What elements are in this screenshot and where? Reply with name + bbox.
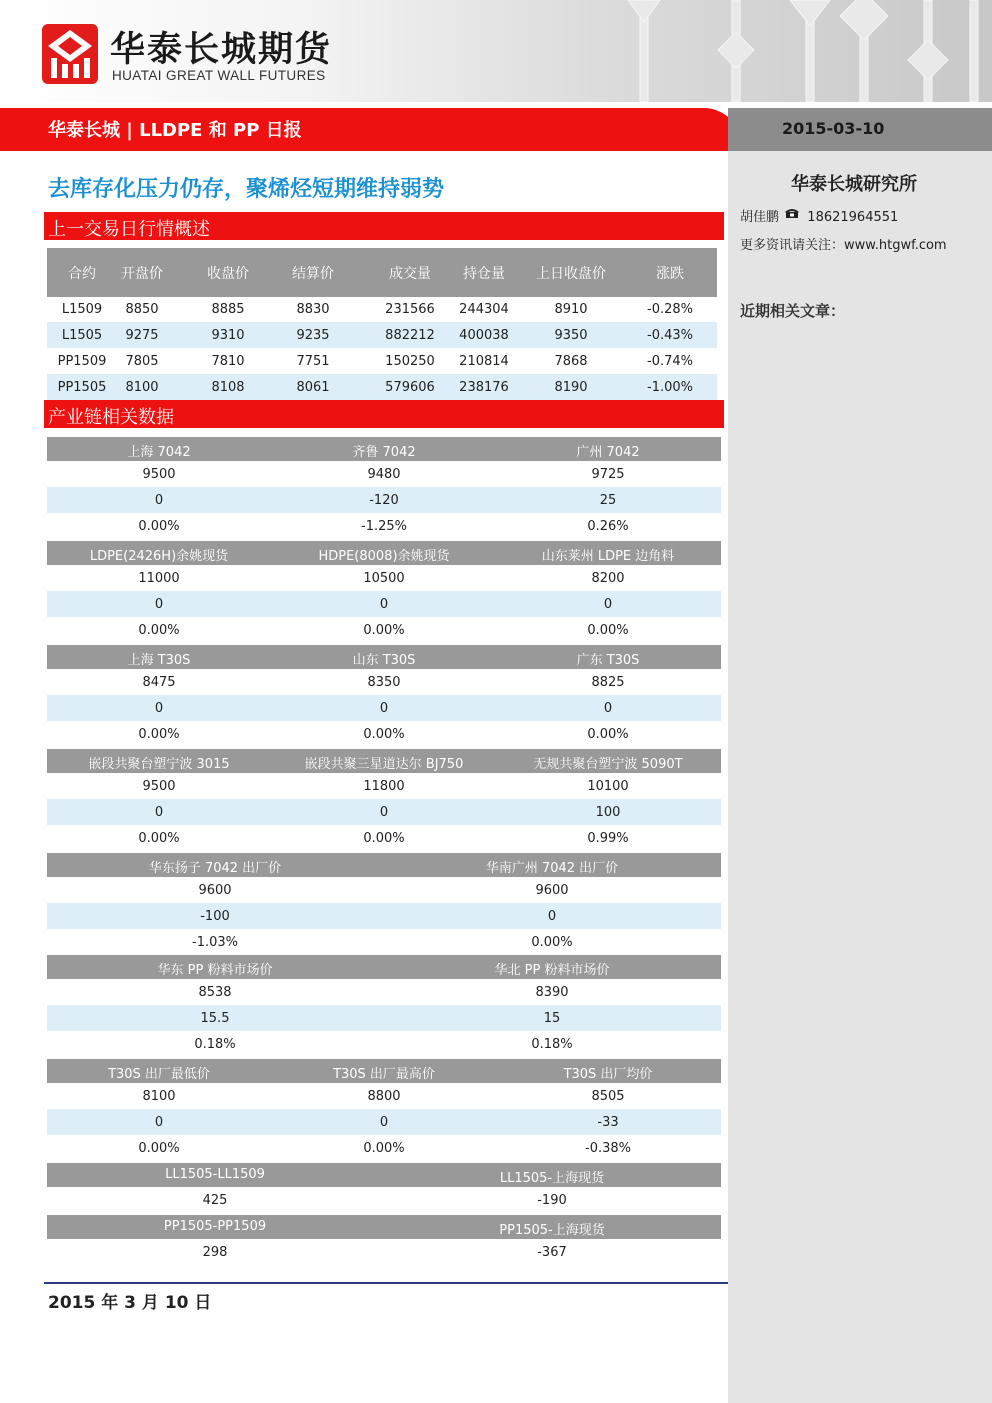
chain-header-cell: LL1505-上海现货 bbox=[499, 1171, 605, 1186]
chain-header-cell: PP1505-PP1509 bbox=[163, 1219, 267, 1234]
chain-value-cell: 8825 bbox=[591, 675, 625, 690]
chain-value-cell: 0.00% bbox=[363, 727, 405, 742]
overview-column-header: 持仓量 bbox=[463, 266, 505, 282]
chain-value-cell: 25 bbox=[599, 493, 617, 508]
overview-cell: 7751 bbox=[296, 354, 330, 369]
chain-header-cell: 华南广州 7042 出厂价 bbox=[485, 861, 619, 876]
overview-column-header: 合约 bbox=[68, 266, 96, 282]
overview-cell: 9275 bbox=[125, 328, 159, 343]
chain-value-cell: 0.00% bbox=[363, 831, 405, 846]
company-logo-icon bbox=[42, 24, 98, 84]
chain-value-cell: 0 bbox=[379, 1115, 389, 1130]
chain-value-cell: -190 bbox=[537, 1193, 567, 1208]
chain-header-cell: 齐鲁 7042 bbox=[352, 445, 416, 460]
chain-value-cell: 298 bbox=[202, 1245, 228, 1260]
overview-cell: -1.00% bbox=[647, 380, 693, 395]
chain-value-cell: 0 bbox=[154, 597, 164, 612]
overview-cell: 8100 bbox=[125, 380, 159, 395]
chain-value-cell: 0 bbox=[603, 701, 613, 716]
chain-header-cell: LDPE(2426H)余姚现货 bbox=[89, 549, 229, 564]
chain-value-cell: 11800 bbox=[363, 779, 405, 794]
chain-value-cell: -120 bbox=[369, 493, 399, 508]
overview-cell: 882212 bbox=[385, 328, 435, 343]
sidebar bbox=[728, 151, 992, 1403]
chain-value-cell: 0.99% bbox=[587, 831, 629, 846]
overview-cell: 238176 bbox=[459, 380, 509, 395]
overview-cell: 9310 bbox=[211, 328, 245, 343]
chain-value-cell: -1.25% bbox=[361, 519, 407, 534]
overview-column-header: 结算价 bbox=[292, 266, 334, 282]
chain-value-cell: 9725 bbox=[591, 467, 625, 482]
section-chain-title: 产业链相关数据 bbox=[48, 407, 174, 428]
chain-value-cell: 0 bbox=[603, 597, 613, 612]
chain-header-cell: 广东 T30S bbox=[576, 653, 640, 668]
chain-value-cell: 0 bbox=[379, 805, 389, 820]
section-overview-header bbox=[44, 212, 724, 240]
overview-cell: 244304 bbox=[459, 302, 509, 317]
chain-header-cell: HDPE(8008)余姚现货 bbox=[318, 549, 450, 564]
overview-cell: 7868 bbox=[554, 354, 588, 369]
chain-header-cell: T30S 出厂均价 bbox=[563, 1067, 653, 1082]
overview-column-header: 成交量 bbox=[389, 266, 431, 282]
chain-value-cell: 0 bbox=[154, 805, 164, 820]
overview-cell: 8850 bbox=[125, 302, 159, 317]
chain-value-cell: -1.03% bbox=[192, 935, 238, 950]
chain-header-cell: 嵌段共聚三星道达尔 BJ750 bbox=[304, 757, 464, 772]
overview-cell: 8061 bbox=[296, 380, 330, 395]
overview-cell: PP1505 bbox=[57, 380, 107, 395]
chain-value-cell: 9500 bbox=[142, 467, 176, 482]
chain-value-cell: -367 bbox=[537, 1245, 567, 1260]
brand-name-en: HUATAI GREAT WALL FUTURES bbox=[112, 68, 326, 83]
chain-value-cell: 0 bbox=[154, 701, 164, 716]
chain-header-cell: 华东扬子 7042 出厂价 bbox=[148, 861, 282, 876]
chain-value-cell: 0.00% bbox=[138, 727, 180, 742]
chain-value-cell: 0.18% bbox=[194, 1037, 236, 1052]
overview-cell: -0.74% bbox=[647, 354, 693, 369]
page-header bbox=[0, 0, 992, 102]
chain-value-cell: 8350 bbox=[367, 675, 401, 690]
chain-header-cell: 嵌段共聚台塑宁波 3015 bbox=[88, 757, 230, 772]
chain-value-cell: -0.38% bbox=[585, 1141, 631, 1156]
author-phone: 18621964551 bbox=[807, 210, 899, 225]
overview-cell: 8108 bbox=[211, 380, 245, 395]
overview-cell: 8830 bbox=[296, 302, 330, 317]
footer-date: 2015 年 3 月 10 日 bbox=[48, 1293, 212, 1313]
chain-header-cell: 华东 PP 粉料市场价 bbox=[157, 963, 273, 978]
chain-header-cell: LL1505-LL1509 bbox=[165, 1167, 265, 1182]
headline: 去库存化压力仍存，聚烯烃短期维持弱势 bbox=[48, 177, 445, 202]
chain-header-cell: PP1505-上海现货 bbox=[499, 1223, 605, 1238]
chain-value-cell: 8475 bbox=[142, 675, 176, 690]
overview-cell: L1509 bbox=[61, 302, 103, 317]
chain-value-cell: 15 bbox=[543, 1011, 561, 1026]
chain-value-cell: 0.00% bbox=[587, 623, 629, 638]
chain-header-cell: 山东莱州 LDPE 边角料 bbox=[541, 549, 675, 564]
author-line bbox=[740, 206, 898, 225]
overview-cell: 150250 bbox=[385, 354, 435, 369]
chain-header-cell: 华北 PP 粉料市场价 bbox=[494, 963, 610, 978]
section-chain-header bbox=[44, 400, 724, 428]
overview-cell: L1505 bbox=[61, 328, 103, 343]
chain-value-cell: 0.00% bbox=[363, 623, 405, 638]
overview-cell: -0.28% bbox=[647, 302, 693, 317]
chain-value-cell: 0.00% bbox=[587, 727, 629, 742]
chain-value-cell: 0 bbox=[547, 909, 557, 924]
chain-header-cell: 上海 7042 bbox=[127, 445, 191, 460]
overview-cell: 9235 bbox=[296, 328, 330, 343]
chain-value-cell: 100 bbox=[595, 805, 621, 820]
chain-value-cell: 8800 bbox=[367, 1089, 401, 1104]
overview-cell: 7810 bbox=[211, 354, 245, 369]
more-info-label: 更多资讯请关注： bbox=[740, 238, 845, 253]
chain-header-cell: 无规共聚台塑宁波 5090T bbox=[533, 757, 683, 772]
chain-header-cell: T30S 出厂最高价 bbox=[333, 1067, 435, 1082]
overview-cell: 400038 bbox=[459, 328, 509, 343]
chain-value-cell: 0 bbox=[379, 597, 389, 612]
chain-value-cell: 8505 bbox=[591, 1089, 625, 1104]
overview-cell: -0.43% bbox=[647, 328, 693, 343]
chain-value-cell: 0 bbox=[154, 1115, 164, 1130]
overview-cell: PP1509 bbox=[57, 354, 107, 369]
chain-value-cell: 11000 bbox=[138, 571, 180, 586]
chain-value-cell: 9600 bbox=[198, 883, 232, 898]
chain-header-cell: 广州 7042 bbox=[576, 445, 640, 460]
chain-value-cell: 9480 bbox=[367, 467, 401, 482]
chain-header-cell: T30S 出厂最低价 bbox=[108, 1067, 210, 1082]
report-date: 2015-03-10 bbox=[782, 119, 885, 138]
chain-value-cell: 0.00% bbox=[138, 1141, 180, 1156]
chain-value-cell: -100 bbox=[200, 909, 230, 924]
chain-value-cell: 0.00% bbox=[363, 1141, 405, 1156]
overview-cell: 579606 bbox=[385, 380, 435, 395]
brand-name-cn: 华泰长城期货 bbox=[110, 30, 333, 70]
author-name: 胡佳鹏 bbox=[740, 210, 780, 225]
chain-value-cell: 0 bbox=[154, 493, 164, 508]
section-overview-title: 上一交易日行情概述 bbox=[48, 219, 210, 240]
overview-cell: 210814 bbox=[459, 354, 509, 369]
chain-value-cell: 0.18% bbox=[531, 1037, 573, 1052]
chain-value-cell: 10100 bbox=[587, 779, 629, 794]
chain-value-cell: 8100 bbox=[142, 1089, 176, 1104]
overview-cell: 7805 bbox=[125, 354, 159, 369]
chain-value-cell: 8538 bbox=[198, 985, 232, 1000]
overview-cell: 8910 bbox=[554, 302, 588, 317]
overview-cell: 231566 bbox=[385, 302, 435, 317]
chain-header-cell: 上海 T30S bbox=[127, 653, 191, 668]
chain-header-cell: 山东 T30S bbox=[352, 653, 416, 668]
overview-cell: 8885 bbox=[211, 302, 245, 317]
recent-articles-label: 近期相关文章： bbox=[740, 302, 846, 320]
chain-value-cell: 0.00% bbox=[138, 519, 180, 534]
website-link[interactable]: www.htgwf.com bbox=[844, 238, 947, 253]
chain-value-cell: -33 bbox=[597, 1115, 619, 1130]
more-info-line bbox=[740, 234, 947, 253]
chain-value-cell: 9500 bbox=[142, 779, 176, 794]
overview-column-header: 上日收盘价 bbox=[536, 266, 606, 282]
chain-value-cell: 9600 bbox=[535, 883, 569, 898]
building-decoration bbox=[560, 0, 992, 102]
institute-name: 华泰长城研究所 bbox=[791, 174, 917, 195]
chain-value-cell: 8200 bbox=[591, 571, 625, 586]
footer-rule bbox=[44, 1282, 728, 1284]
overview-cell: 9350 bbox=[554, 328, 588, 343]
chain-value-cell: 0 bbox=[379, 701, 389, 716]
chain-value-cell: 425 bbox=[202, 1193, 228, 1208]
chain-value-cell: 0.00% bbox=[138, 831, 180, 846]
chain-value-cell: 0.00% bbox=[531, 935, 573, 950]
chain-value-cell: 0.26% bbox=[587, 519, 629, 534]
chain-value-cell: 15.5 bbox=[200, 1011, 230, 1026]
overview-cell: 8190 bbox=[554, 380, 588, 395]
overview-column-header: 涨跌 bbox=[656, 266, 684, 282]
chain-value-cell: 0.00% bbox=[138, 623, 180, 638]
telephone-icon bbox=[785, 207, 799, 219]
chain-value-cell: 8390 bbox=[535, 985, 569, 1000]
chain-value-cell: 10500 bbox=[363, 571, 405, 586]
report-bar-title: 华泰长城 | LLDPE 和 PP 日报 bbox=[48, 120, 302, 141]
overview-column-header: 收盘价 bbox=[207, 266, 249, 282]
overview-column-header: 开盘价 bbox=[121, 266, 163, 282]
